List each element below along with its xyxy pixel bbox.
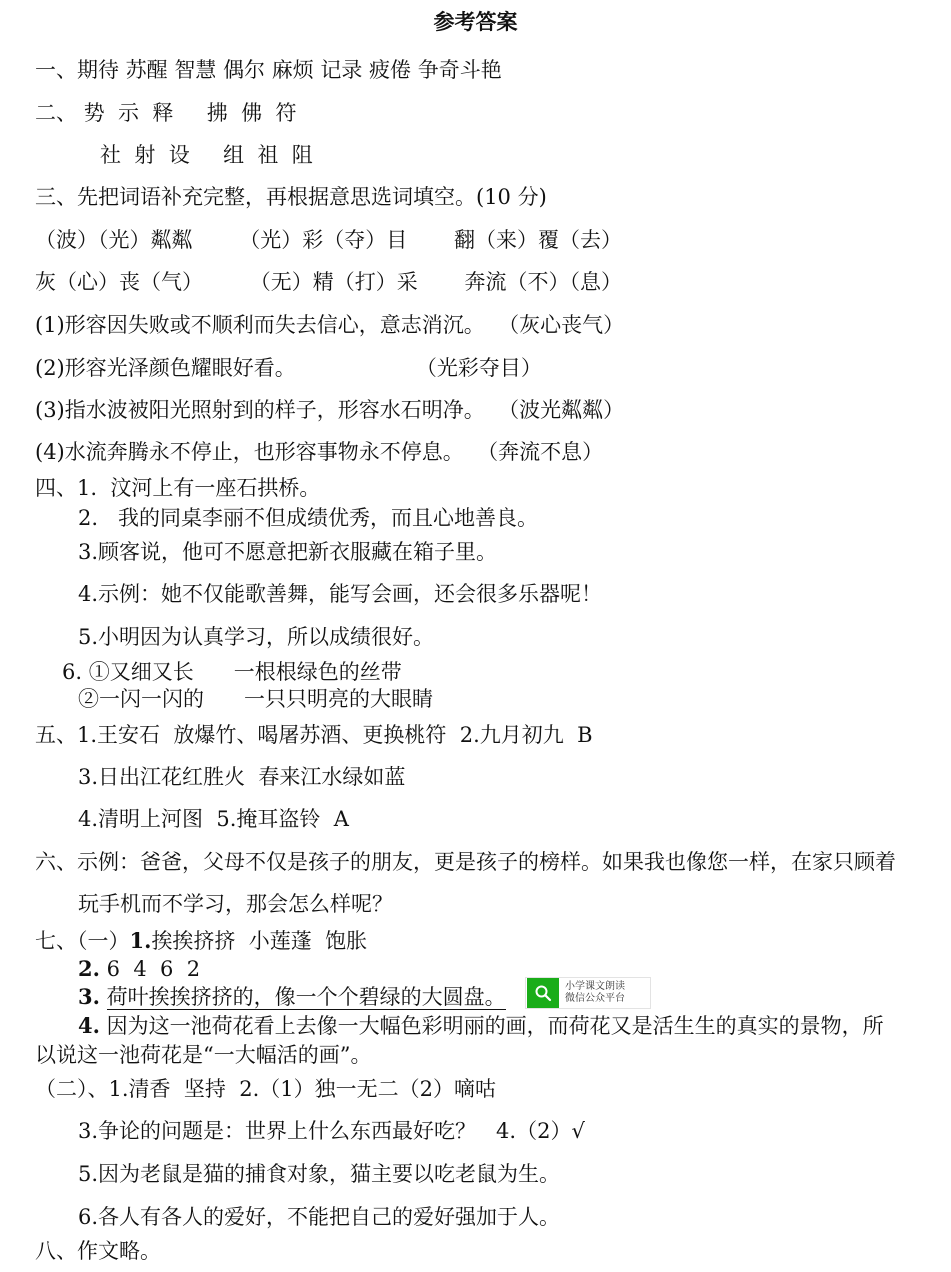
answer-section-7-item-4: [78, 1013, 884, 1039]
answer-section-5-item-4: 4.清明上河图 5.掩耳盗铃 A: [78, 807, 349, 831]
answer-section-7-item-1: [35, 928, 367, 954]
answer-section-5-item-3: 3.日出江花红胜火 春来江水绿如蓝: [78, 765, 406, 789]
item-number: 3.: [78, 984, 100, 1009]
item-text: 挨挨挤挤 小莲蓬 饱胀: [151, 929, 368, 953]
item-text: 6 4 6 2: [106, 957, 201, 981]
answer-section-7-item-4-cont: 以说这一池荷花是“一大幅活的画”。: [35, 1043, 372, 1067]
answer-section-4-item-5: 5.小明因为认真学习，所以成绩很好。: [78, 625, 435, 649]
item-text: 因为这一池荷花看上去像一大幅色彩明丽的画，而荷花又是活生生的真实的景物，所: [106, 1014, 884, 1038]
answer-section-7b-item-6: 6.各人有各人的爱好，不能把自己的爱好强加于人。: [78, 1205, 561, 1229]
answer-section-3-words-1: （波）（光）粼粼 （光）彩（夺）目 翻（来）覆（去）: [35, 228, 622, 252]
item-number: 2.: [78, 956, 100, 981]
answer-section-7b-item-5: 5.因为老鼠是猫的捕食对象，猫主要以吃老鼠为生。: [78, 1162, 561, 1186]
page-title: 参考答案: [433, 10, 518, 34]
watermark-line-1: 小学课文朗读: [565, 981, 625, 992]
answer-section-7b-item-3: 3.争论的问题是：世界上什么东西最好吃？ 4.（2）√: [78, 1119, 585, 1143]
watermark-text: [565, 981, 625, 1005]
answer-section-4-item-1: 四、1. 汶河上有一座石拱桥。: [35, 476, 321, 500]
answer-section-5-item-1: 五、1.王安石 放爆竹、喝屠苏酒、更换桃符 2.九月初九 B: [35, 723, 593, 747]
item-number: 1.: [129, 928, 152, 953]
answer-section-4-item-6b: ②一闪一闪的 一只只明亮的大眼睛: [78, 687, 434, 711]
answer-section-6-line-2: 玩手机而不学习，那会怎么样呢？: [78, 892, 393, 916]
answer-section-3-q4: (4)水流奔腾永不停止，也形容事物永不停息。 （奔流不息）: [35, 440, 604, 464]
answer-section-7-item-2: [78, 956, 200, 982]
answer-section-3-q3: (3)指水波被阳光照射到的样子，形容水石明净。 （波光粼粼）: [35, 398, 625, 422]
answer-section-7-item-3: [78, 984, 506, 1010]
answer-section-3-words-2: 灰（心）丧（气） （无）精（打）采 奔流（不）（息）: [35, 270, 622, 294]
answer-section-2-row-1: 二、 势 示 释 拂 佛 符: [35, 101, 297, 125]
answer-section-3-q2: (2)形容光泽颜色耀眼好看。 （光彩夺目）: [35, 356, 542, 380]
answer-section-3-q1: (1)形容因失败或不顺利而失去信心，意志消沉。 （灰心丧气）: [35, 313, 625, 337]
item-number: 4.: [78, 1013, 100, 1038]
search-icon: [527, 978, 559, 1008]
wechat-watermark: [525, 977, 651, 1009]
answer-section-4-item-2: 2. 我的同桌李丽不但成绩优秀，而且心地善良。: [78, 506, 539, 530]
answer-section-3-heading: 三、先把词语补充完整，再根据意思选词填空。(10 分): [35, 185, 547, 209]
answer-section-6-line-1: 六、示例：爸爸，父母不仅是孩子的朋友，更是孩子的榜样。如果我也像您一样，在家只顾着: [35, 850, 896, 874]
watermark-line-2: 微信公众平台: [565, 993, 625, 1004]
answer-section-4-item-6a: 6. ①又细又长 一根根绿色的丝带: [62, 660, 402, 684]
answer-section-1: 一、期待 苏醒 智慧 偶尔 麻烦 记录 疲倦 争奇斗艳: [35, 58, 502, 82]
section-7-prefix: 七、（一）: [35, 929, 130, 953]
answer-section-4-item-4: 4.示例：她不仅能歌善舞，能写会画，还会很多乐器呢！: [78, 582, 603, 606]
underlined-answer: 荷叶挨挨挤挤的，像一个个碧绿的大圆盘。: [106, 985, 506, 1009]
answer-section-7b-item-1: （二）、1.清香 坚持 2.（1）独一无二（2）嘀咕: [35, 1077, 496, 1101]
answer-section-2-row-2: 社 射 设 组 祖 阻: [100, 143, 313, 167]
answer-section-8: 八、作文略。: [35, 1239, 161, 1263]
answer-section-4-item-3: 3.顾客说，他可不愿意把新衣服藏在箱子里。: [78, 540, 498, 564]
